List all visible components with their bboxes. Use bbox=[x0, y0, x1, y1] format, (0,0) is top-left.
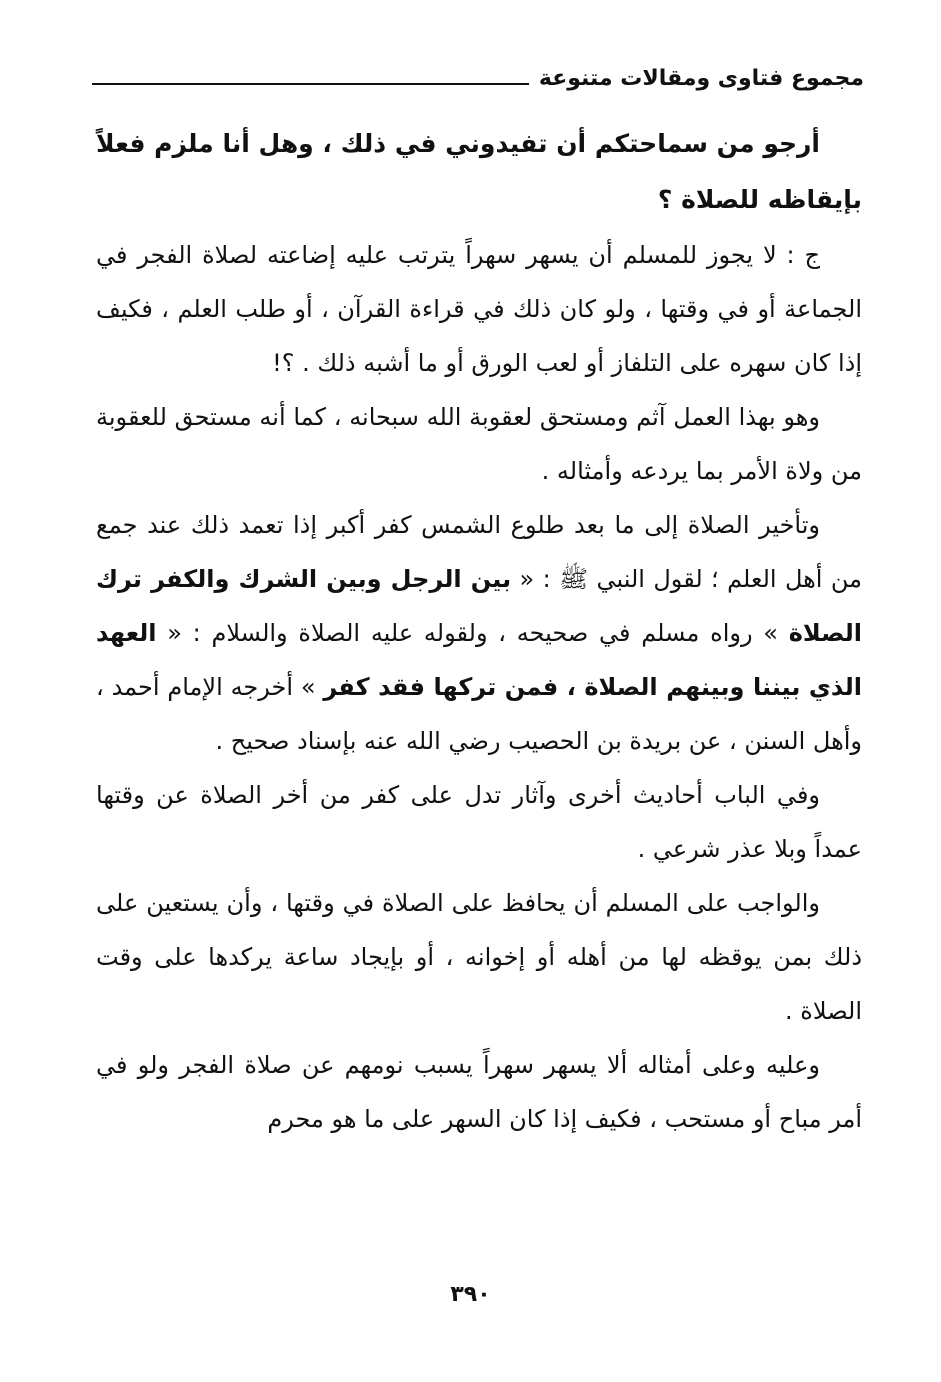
running-header bbox=[92, 58, 864, 98]
hadith-quote-1: بين الرجل وبين الشرك والكفر ترك الصلاة bbox=[96, 565, 862, 647]
page-number: ٣٩٠ bbox=[450, 1282, 491, 1307]
answer-paragraph-4: وفي الباب أحاديث أخرى وآثار تدل على كفر من أخر الصلاة عن وقتها عمداً وبلا عذر شرعي . bbox=[96, 781, 862, 863]
paragraph-3-text-3: » أخرجه الإمام أحمد ، وأهل السنن ، عن بريدة بن الحصيب رضي الله عنه بإسناد صحيح . bbox=[96, 673, 862, 755]
header-title: مجموع فتاوى ومقالات متنوعة bbox=[538, 65, 864, 91]
answer-paragraph-6: وعليه وعلى أمثاله ألا يسهر سهراً يسبب نومهم عن صلاة الفجر ولو في أمر مباح أو مستحب ، فكيف إذا كان السهر على ما هو محرم bbox=[96, 1051, 862, 1133]
paragraph-3-text-1: وتأخير الصلاة إلى ما بعد طلوع الشمس كفر أكبر إذا تعمد ذلك عند جمع من أهل العلم ؛ لقول النبي ﷺ : « bbox=[96, 511, 862, 593]
question-paragraph: أرجو من سماحتكم أن تفيدوني في ذلك ، وهل أنا ملزم فعلاً بإيقاظه للصلاة ؟ bbox=[96, 129, 862, 214]
paragraph-3-text-2: » رواه مسلم في صحيحه ، ولقوله عليه الصلاة والسلام : « bbox=[156, 619, 789, 647]
answer-paragraph-2: وهو بهذا العمل آثم ومستحق لعقوبة الله سبحانه ، كما أنه مستحق للعقوبة من ولاة الأمر بما يردعه وأمثاله . bbox=[96, 403, 862, 485]
header-rule bbox=[92, 83, 529, 85]
page-body bbox=[96, 116, 862, 1146]
answer-paragraph-5: والواجب على المسلم أن يحافظ على الصلاة في وقتها ، وأن يستعين على ذلك بمن يوقظه لها من أهله أو إخوانه ، أو بإيجاد ساعة يركدها على وقت الصلاة . bbox=[96, 889, 862, 1025]
hadith-quote-2: العهد الذي بيننا وبينهم الصلاة ، فمن تركها فقد كفر bbox=[96, 619, 863, 701]
answer-paragraph-3 bbox=[96, 498, 862, 768]
answer-paragraph-1: ج : لا يجوز للمسلم أن يسهر سهراً يترتب عليه إضاعته لصلاة الفجر في الجماعة أو في وقتها ، ولو كان ذلك في قراءة القرآن ، أو طلب العلم ، فكيف إذا كان سهره على التلفاز أو لعب الورق أو ما أشبه ذلك . ؟! bbox=[96, 241, 862, 377]
